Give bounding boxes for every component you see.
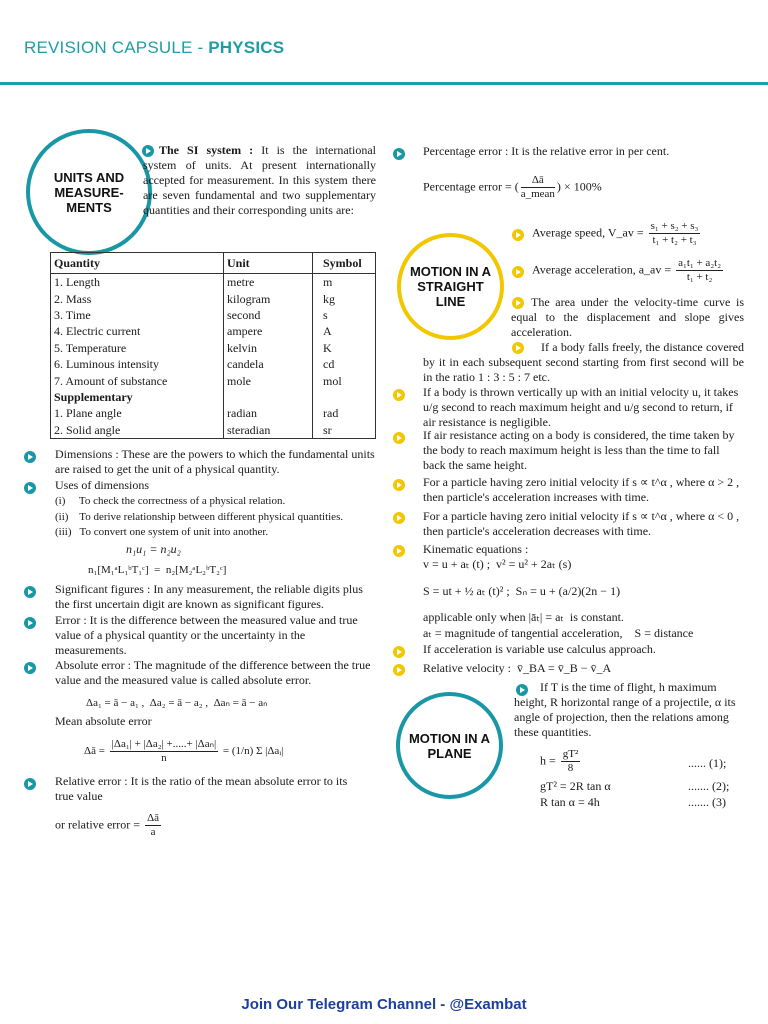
table-cell: 2. Solid angle [51,422,224,439]
equation: R tan α = 4h [540,795,600,809]
table-row [51,422,376,439]
bullet-icon [393,545,405,557]
uses-item: (i) To check the correctness of a physical relation. [55,495,286,507]
applicable-text: applicable only when |āₜ| = aₜ is constant. [423,610,624,624]
tangential-text: aₜ = magnitude of tangential acceleration, S = distance [423,626,694,640]
table-cell: rad [323,406,339,421]
table-cell: m [323,275,333,290]
bullet-icon [24,482,36,494]
table-header: Symbol [313,253,376,274]
equation: Percentage error = ( $\frac{\Delta ā}{\text{a\_mean}}$ ) × 100% [423,174,602,200]
section-circle-motion-plane: MOTION IN A PLANE [396,692,503,799]
bullet-icon [24,662,36,674]
bullet-icon [24,451,36,463]
bullet-icon [24,586,36,598]
table-cell: 3. Time [51,307,224,323]
table-cell: A [323,324,332,339]
telegram-footer-link[interactable]: Join Our Telegram Channel - @Exambat [241,996,527,1013]
equation: n₁u₁ = n₂u₂ [126,542,181,556]
kinematic-title: Kinematic equations : [423,542,529,556]
equation-ref: ....... (3) [688,795,726,809]
bullet-icon [393,512,405,524]
equation: S = ut + ½ aₜ (t)² ; Sₙ = u + (a/2)(2n − 1) [423,584,621,598]
percentage-error-text: Percentage error : It is the relative error in per cent. [423,144,670,158]
table-cell: K [323,340,332,355]
free-fall-text: If a body falls freely, the distance covered by it in each subsequent second starting from first second will be in the ratio 1 : 3 : 5 : 7 etc. [423,340,744,384]
table-cell: 4. Electric current [51,323,224,339]
uses-title: Uses of dimensions [55,478,149,492]
calculus-text: If acceleration is variable use calculus approach. [423,642,656,656]
table-cell: radian [224,405,313,421]
air-resistance-text: If air resistance acting on a body is considered, the time taken by the body to reach maximum height is less than the time to fall back the same height. [423,428,735,472]
projectile-text: If T is the time of flight, h maximum height, R horizontal range of a projectile, α its angle of projection, then the relations among these quantities. [514,680,736,739]
table-cell: kg [323,291,335,306]
table-header: Unit [224,253,313,274]
table-cell: steradian [224,422,313,439]
table-row [51,372,376,388]
thrown-text: If a body is thrown vertically up with an initial velocity u, it takes u/g second to reach maximum height and u/g second to return, if air resistance is negligible. [423,385,739,429]
section-circle-units: UNITS AND MEASURE- MENTS [26,129,152,255]
uses-item: (iii) To convert one system of unit into another. [55,526,269,538]
equation: Average speed, V_av = $\frac{\text{s₁ + s₂ + s₃}}{\text{t₁ + t₂ + t₃}}$ [532,220,699,246]
si-units-table [50,252,376,439]
bullet-icon [393,479,405,491]
si-system-text: The SI system : It is the international system of units. At present internationally accepted for measurement. In this system there are seven fundamental and two supplementary quantities and their corresponding units are: [143,143,377,217]
equation: v = u + aₜ (t) ; v² = u² + 2aₜ (s) [423,557,572,571]
uses-item: (ii) To derive relationship between different physical quantities. [55,511,344,523]
alpha-greater-text: For a particle having zero initial velocity if s ∝ t^α , where α > 2 , then particle's acceleration increases with time. [423,475,740,504]
bullet-icon [512,229,524,241]
table-cell: 1. Plane angle [51,405,224,421]
equation-ref: ...... (1); [688,756,727,770]
section-circle-motion-line: MOTION IN A STRAIGHT LINE [397,233,504,340]
table-cell: kilogram [224,290,313,306]
error-text: Error : It is the difference between the measured value and true value of a physical quantity or the uncertainty in the measurements. [55,613,358,657]
equation-ref: ....... (2); [688,779,730,793]
table-row [51,405,376,421]
table-row [51,323,376,339]
area-text: The area under the velocity-time curve is equal to the displacement and slope gives acceleration. [511,295,744,339]
table-cell: 7. Amount of substance [51,372,224,388]
table-cell: cd [323,357,335,372]
significant-figures-text: Significant figures : In any measurement, the reliable digits plus the first uncertain digit are known as significant figures. [55,582,363,611]
table-subheading: Supplementary [51,389,224,405]
table-row [51,340,376,356]
table-row [51,307,376,323]
table-cell: 2. Mass [51,290,224,306]
table-cell: second [224,307,313,323]
relative-velocity-text: Relative velocity : v̄_BA = v̄_B − v̄_A [423,661,612,675]
bullet-icon [24,778,36,790]
bullet-icon [393,432,405,444]
equation: n₁[M₁ᵃL₁ᵇT₁ᶜ] = n₂[M₂ᵃL₂ᵇT₂ᶜ] [88,564,227,576]
dimensions-text: Dimensions : These are the powers to which the fundamental units are raised to get the unit of a physical quantity. [55,447,375,476]
equation: h = $\frac{\text{gT²}}{8}$ [540,748,579,774]
table-cell: candela [224,356,313,372]
table-cell: mole [224,372,313,388]
table-cell: ampere [224,323,313,339]
table-row [51,290,376,306]
page-title: REVISION CAPSULE - PHYSICS [24,38,285,57]
table-cell: mol [323,373,342,388]
table-row [51,389,376,405]
table-row [51,356,376,372]
bullet-icon [393,646,405,658]
table-cell: kelvin [224,340,313,356]
alpha-less-text: For a particle having zero initial velocity if s ∝ t^α , where α < 0 , then particle's acceleration decreases with time. [423,509,740,538]
equation: Δā = $\frac{\text{|Δa₁| + |Δa₂| +.....+ |Δaₙ|}}{n}$ = (1/n) Σ |Δaᵢ| [84,738,284,764]
table-header: Quantity [51,253,224,274]
table-cell: metre [224,274,313,291]
table-header-row [51,253,376,274]
mean-absolute-error-label: Mean absolute error [55,714,152,728]
bullet-icon [393,148,405,160]
table-cell: 1. Length [51,274,224,291]
bullet-icon [393,389,405,401]
page-header [0,0,768,85]
absolute-error-text: Absolute error : The magnitude of the difference between the true value and the measured value is called absolute error. [55,658,371,687]
equation: or relative error = $\frac{\Delta ā}{a}$ [55,812,160,838]
equation: Δa₁ = ā − a₁ , Δa₂ = ā − a₂ , Δaₙ = ā − aₙ [86,697,268,709]
equation: Average acceleration, a_av = $\frac{\text{a₁t₁ + a₂t₂}}{\text{t₁ + t₂}}$ [532,257,722,283]
relative-error-text: Relative error : It is the ratio of the mean absolute error to its true value [55,774,348,803]
equation: gT² = 2R tan α [540,779,611,793]
table-cell: 6. Luminous intensity [51,356,224,372]
table-row [51,274,376,291]
bullet-icon [512,266,524,278]
bullet-icon [393,664,405,676]
table-cell: s [323,307,328,322]
bullet-icon [24,617,36,629]
table-cell: 5. Temperature [51,340,224,356]
table-cell: sr [323,422,332,437]
